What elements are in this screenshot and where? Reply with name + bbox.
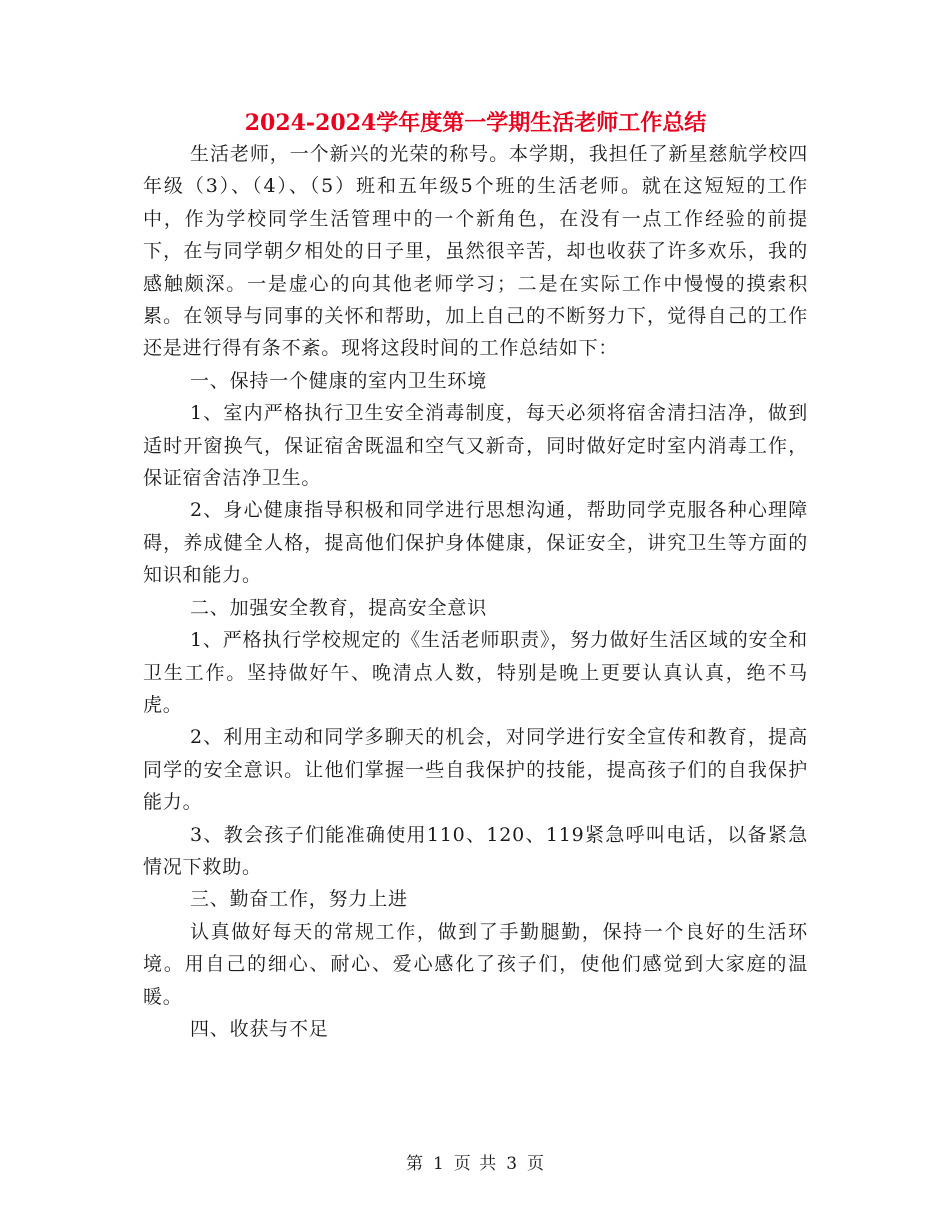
footer-page-number: 1 — [432, 1154, 444, 1174]
paragraph-2-1: 1、严格执行学校规定的《生活老师职责》，努力做好生活区域的安全和卫生工作。坚持做好午、晚清点人数，特别是晚上更要认真认真，绝不马虎。 — [143, 629, 808, 716]
intro-paragraph: 生活老师，一个新兴的光荣的称号。本学期，我担任了新星慈航学校四年级（3）、（4）、（5）班和五年级5个班的生活老师。就在这短短的工作中，作为学校同学生活管理中的一个新角色，在没有一点工作经验的前提下，在与同学朝夕相处的日子里，虽然很辛苦，却也收获了许多欢乐，我的感触颇深。一是虚心的向其他老师学习；二是在实际工作中慢慢的摸索积累。在领导与同事的关怀和帮助，加上自己的不断努力下，觉得自己的工作还是进行得有条不紊。现将这段时间的工作总结如下： — [143, 143, 808, 360]
paragraph-2-3: 3、教会孩子们能准确使用110、120、119紧急呼叫电话，以备紧急情况下救助。 — [143, 823, 808, 878]
footer-total-pages: 3 — [506, 1154, 518, 1174]
paragraph-3-1: 认真做好每天的常规工作，做到了手勤腿勤，保持一个良好的生活环境。用自己的细心、耐心、爱心感化了孩子们，使他们感觉到大家庭的温暖。 — [143, 920, 808, 1008]
section-heading-3: 三、勤奋工作，努力上进 — [190, 888, 408, 911]
section-heading-1: 一、保持一个健康的室内卫生环境 — [190, 369, 488, 392]
section-heading-2: 二、加强安全教育，提高安全意识 — [190, 596, 488, 619]
paragraph-2-2: 2、利用主动和同学多聊天的机会，对同学进行安全宣传和教育，提高同学的安全意识。让他们掌握一些自我保护的技能，提高孩子们的自我保护能力。 — [143, 726, 808, 814]
footer-suffix: 页 — [527, 1154, 545, 1174]
document-page — [143, 108, 808, 1045]
paragraph-1-1: 1、室内严格执行卫生安全消毒制度，每天必须将宿舍清扫洁净，做到适时开窗换气，保证宿舍既温和空气又新奇，同时做好定时室内消毒工作，保证宿舍洁净卫生。 — [143, 402, 808, 490]
footer-mid: 页 共 — [453, 1154, 497, 1174]
section-heading-4: 四、收获与不足 — [190, 1017, 329, 1040]
document-title: 2024-2024学年度第一学期生活老师工作总结 — [244, 110, 707, 136]
page-footer — [0, 1153, 950, 1175]
footer-prefix: 第 — [405, 1154, 423, 1174]
paragraph-1-2: 2、身心健康指导积极和同学进行思想沟通，帮助同学克服各种心理障碍，养成健全人格，提高他们保护身体健康，保证安全，讲究卫生等方面的知识和能力。 — [143, 499, 808, 587]
